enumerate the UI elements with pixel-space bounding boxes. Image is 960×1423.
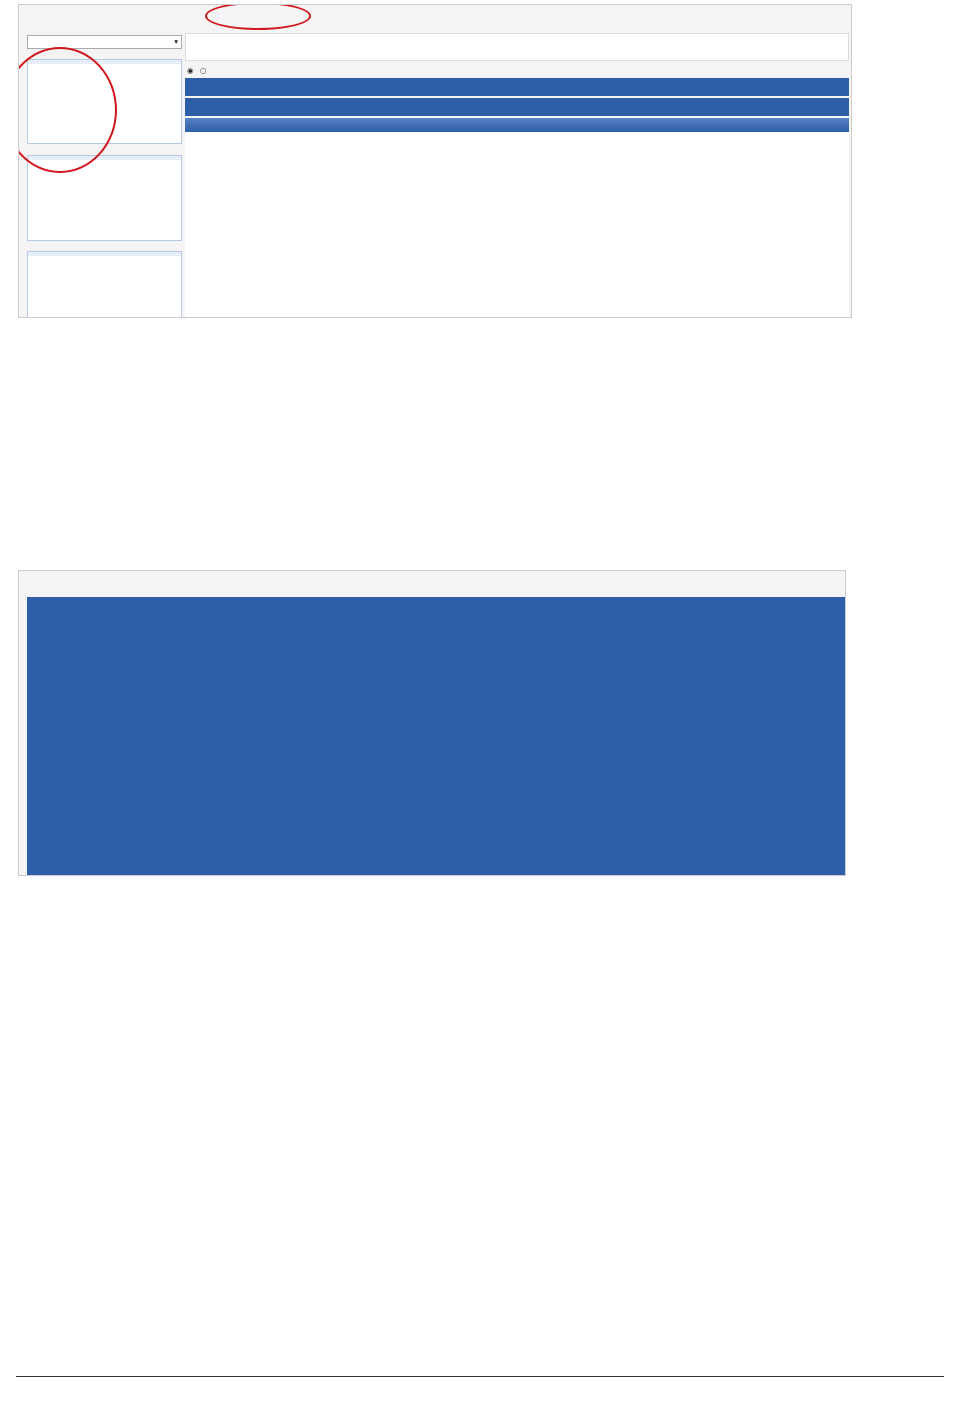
screenshot-organisation (18, 4, 852, 318)
radio-row (187, 66, 206, 75)
radio-org[interactable]: ◉ (187, 66, 196, 75)
toolbar-secondary (185, 98, 849, 116)
radio-person[interactable]: ○ (199, 66, 207, 75)
chevron-down-icon: ▾ (174, 37, 178, 46)
arrangement-table (185, 118, 849, 318)
annotation-circle-organisation-tab (205, 4, 311, 30)
top-panel (185, 33, 849, 61)
toolbar-primary (185, 78, 849, 96)
table-header (185, 118, 849, 132)
search-form (27, 597, 846, 876)
sidebar-sport (27, 251, 182, 318)
screenshot-personsok (18, 570, 846, 876)
footer-rule (16, 1376, 944, 1377)
